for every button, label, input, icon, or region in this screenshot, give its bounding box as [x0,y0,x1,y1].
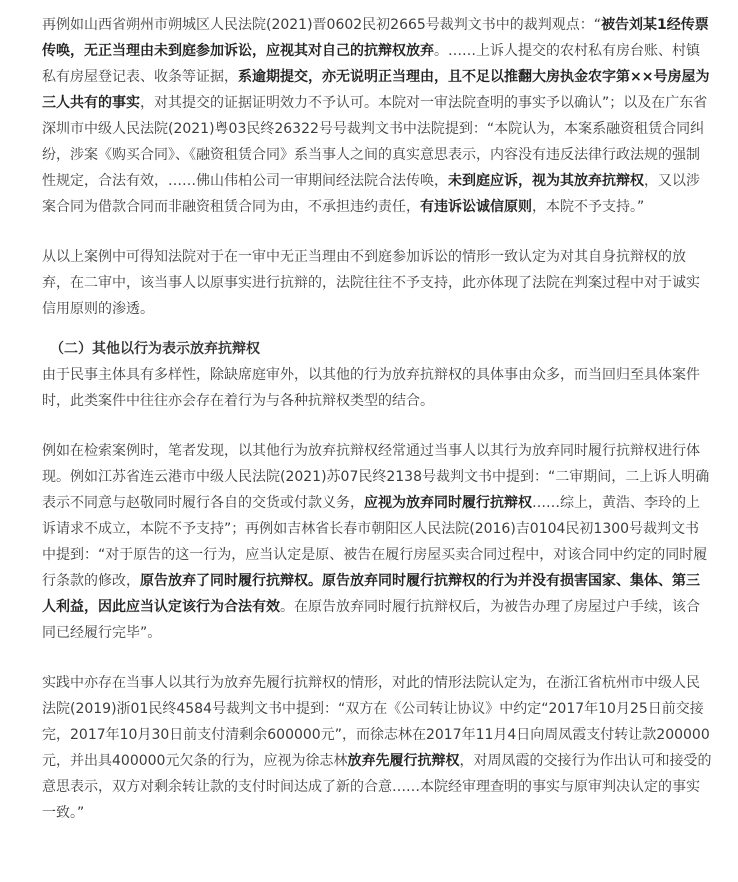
spacer [42,220,712,244]
body-text: 例如在检索案例时，笔者发现，以其他行为放弃抗辩权经常通过当事人以其行为放弃同时履行抗辩权进行体现。例如江苏省连云港市中级人民法院(2021)苏07民终2138号裁判文书中提到：“二审期间，二上诉人明确表示不同意与赵敬同时履行各自的交货或付款义务， [42,443,710,511]
body-text: ……综上，黄浩、李玲的上诉请求不成立，本院不予支持”；再例如吉林省长春市朝阳区人民法院(2016)吉0104民初1300号裁判文书中提到：“对于原告的这一行为，应当认定是原、被告在履行房屋买卖合同过程中，对该合同中约定的同时履行条款的修改， [42,495,708,589]
emphasized-text: 系逾期提交，亦无说明正当理由，且不足以推翻大房执金农字第××号房屋为三人共有的事实 [42,69,710,111]
body-text: 。……上诉人提交的农村私有房台账、村镇私有房屋登记表、收条等证据， [42,43,700,85]
emphasized-text: 有违诉讼诚信原则 [420,199,532,215]
section-heading: （二）其他以行为表示放弃抗辩权 [50,341,260,357]
paragraph-2 [42,244,712,322]
body-text: 从以上案例中可得知法院对于在一审中无正当理由不到庭参加诉讼的情形一致认定为对其自身抗辩权的放弃，在二审中，该当事人以原事实进行抗辩的，法院往往不予支持，此亦体现了法院在判案过程中对于诚实信用原则的渗透。 [42,249,700,317]
emphasized-text: 未到庭应诉，视为其放弃抗辩权 [448,173,644,189]
emphasized-text: 应视为放弃同时履行抗辩权 [364,495,532,511]
paragraph-5 [42,670,712,826]
body-text: ，对其提交的证据证明效力不予认可。本院对一审法院查明的事实予以确认”；以及在广东省深圳市中级人民法院(2021)粤03民终26322号号裁判文书中法院提到：“本院认为，本案系融资租赁合同纠纷，涉案《购买合同》、《融资租赁合同》系当事人之间的真实意思表示，内容没有违反法律行政法规的强制性规定，合法有效，……佛山伟柏公司一审期间经法院合法传唤， [42,95,708,189]
emphasized-text: 放弃先履行抗辩权 [347,753,460,769]
paragraph-4 [42,438,712,646]
body-text: 由于民事主体具有多样性，除缺席庭审外，以其他的行为放弃抗辩权的具体事由众多，而当回归至具体案件时，此类案件中往往亦会存在着行为与各种抗辩权类型的结合。 [42,367,700,409]
emphasized-text: 原告放弃了同时履行抗辩权。原告放弃同时履行抗辩权的行为并没有损害国家、集体、第三人利益，因此应当认定该行为合法有效 [42,573,700,615]
body-text: 再例如山西省朔州市朔城区人民法院(2021)晋0602民初2665号裁判文书中的裁判观点：“ [42,17,602,33]
paragraph-1 [42,12,712,220]
body-text: 实践中亦存在当事人以其行为放弃先履行抗辩权的情形，对此的情形法院认定为，在浙江省杭州市中级人民法院(2019)浙01民终4584号裁判文书中提到：“双方在《公司转让协议》中约定“2017年10月25日前交接完，2017年10月30日前支付清剩余600000元”，而徐志林在2017年11月4日向周凤霞支付转让款200000元，并出具400000元欠条的行为，应视为徐志林 [42,675,710,769]
spacer [42,646,712,670]
body-text: ，又以涉案合同为借款合同而非融资租赁合同为由，不承担违约责任， [42,173,700,215]
emphasized-text: 被告刘某1经传票传唤，无正当理由未到庭参加诉讼，应视其对自己的抗辩权放弃 [42,17,709,59]
paragraph-3 [42,362,712,414]
spacer [42,414,712,438]
body-text: ，本院不予支持。” [532,199,645,215]
body-text: ，对周凤霞的交接行为作出认可和接受的意思表示，双方对剩余转让款的支付时间达成了新的合意……本院经审理查明的事实与原审判决认定的事实一致。” [42,753,712,821]
body-text: 。在原告放弃同时履行抗辩权后，为被告办理了房屋过户手续，该合同已经履行完毕”。 [42,599,700,641]
